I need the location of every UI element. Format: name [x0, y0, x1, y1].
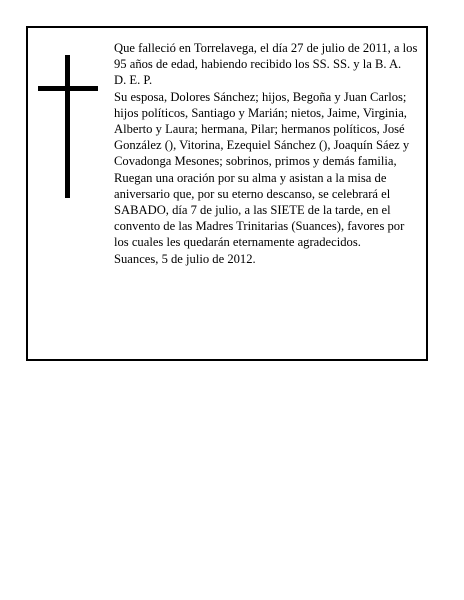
place-date: Suances, 5 de julio de 2012. [114, 251, 256, 266]
cross-icon [38, 55, 98, 198]
obituary-notice [26, 26, 428, 361]
cross-vertical-bar [65, 55, 70, 198]
family-list: Su esposa, Dolores Sánchez; hijos, Begoña y Juan Carlos; hijos políticos, Santiago y Marián; nietos, Jaime, Virginia, Alberto y Laura; hermana, Pilar; hermanos políticos, José González (), Vitorina, Ezequiel Sánchez (), Joaquín Sáez y Covadonga Mesones; sobrinos, primos y demás familia, [114, 89, 410, 169]
death-statement: Que falleció en Torrelavega, el día 27 de julio de 2011, a los 95 años de edad, habiendo recibido los SS. SS. y la B. A. [114, 41, 418, 72]
cross-horizontal-bar [38, 86, 98, 91]
mass-invitation: Ruegan una oración por su alma y asistan a la misa de aniversario que, por su eterno descanso, se celebrará el SABADO, día 7 de julio, a las SIETE de la tarde, en el convento de las Madres Trinitarias (Suances), favores por los cuales les quedarán eternamente agradecidos. [114, 170, 405, 250]
obituary-text [114, 40, 418, 267]
rest-in-peace: D. E. P. [114, 73, 153, 88]
